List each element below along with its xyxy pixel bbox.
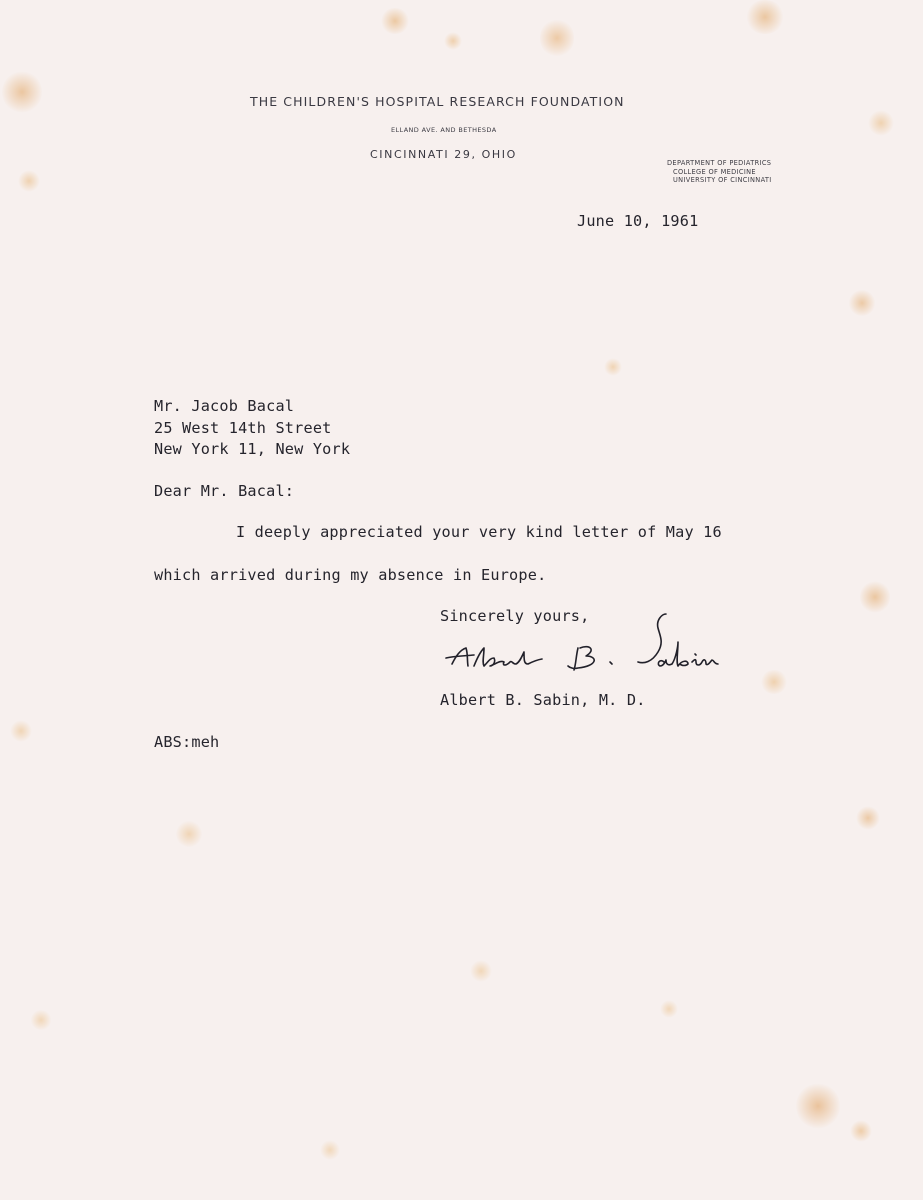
body-line-2: which arrived during my absence in Europe. <box>154 566 547 584</box>
college-line: COLLEGE OF MEDICINE <box>673 167 756 176</box>
recipient-name: Mr. Jacob Bacal <box>154 397 295 415</box>
letterhead-department <box>664 159 814 185</box>
handwritten-signature <box>438 604 728 686</box>
department-line: DEPARTMENT OF PEDIATRICS <box>667 159 772 167</box>
reference-initials: ABS:meh <box>154 733 220 751</box>
salutation: Dear Mr. Bacal: <box>154 482 295 500</box>
letterhead-city: CINCINNATI 29, OHIO <box>370 148 517 161</box>
letterhead-organization: THE CHILDREN'S HOSPITAL RESEARCH FOUNDATION <box>250 94 625 109</box>
university-line: UNIVERSITY OF CINCINNATI <box>673 176 772 185</box>
body-line-1: I deeply appreciated your very kind letter of May 16 <box>236 523 722 541</box>
recipient-city: New York 11, New York <box>154 440 351 458</box>
letter-date: June 10, 1961 <box>577 212 699 230</box>
letterhead-street: ELLAND AVE. AND BETHESDA <box>391 126 497 134</box>
recipient-street: 25 West 14th Street <box>154 419 332 437</box>
closing: Sincerely yours, <box>440 607 590 625</box>
signer-name: Albert B. Sabin, M. D. <box>440 691 646 709</box>
